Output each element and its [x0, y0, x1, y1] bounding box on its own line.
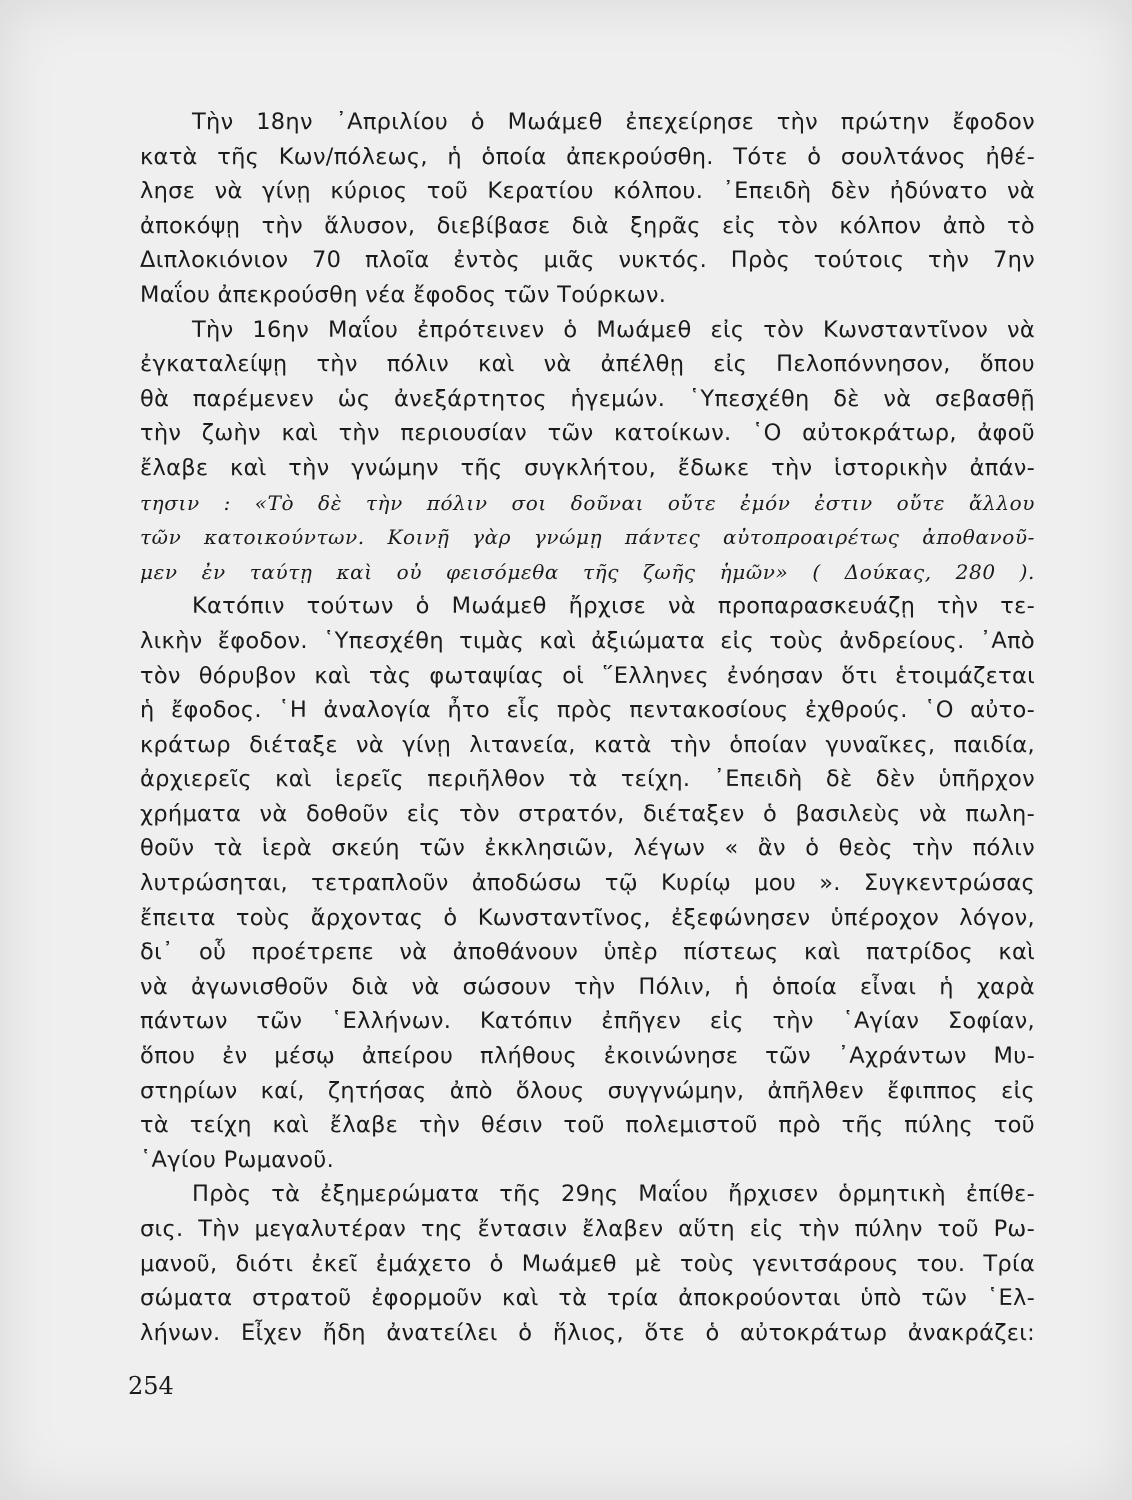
body-text	[140, 105, 1035, 1350]
text-line: λυτρώσηται, τετραπλοῦν ἀποδώσω τῷ Κυρίῳ μου ». Συγκεντρώσας	[140, 870, 1035, 897]
text-line: λικὴν ἔφοδον. ῾Υπεσχέθη τιμὰς καὶ ἀξιώματα εἰς τοὺς ἀνδρείους. ᾿Απὸ	[140, 627, 1035, 654]
text-line: ἡ ἔφοδος. ῾Η ἀναλογία ἦτο εἷς πρὸς πεντακοσίους ἐχθρούς. ῾Ο αὐτο-	[140, 697, 1035, 724]
text-line: δι᾿ οὗ προέτρεπε νὰ ἀποθάνουν ὑπὲρ πίστεως καὶ πατρίδος καὶ	[140, 939, 1035, 966]
text-line: σώματα στρατοῦ ἐφορμοῦν καὶ τὰ τρία ἀποκρούονται ὑπὸ τῶν ῾Ελ-	[140, 1285, 1035, 1312]
text-line: στηρίων καί, ζητήσας ἀπὸ ὅλους συγγνώμην, ἀπῆλθεν ἔφιππος εἰς	[140, 1077, 1035, 1104]
text-line: μανοῦ, διότι ἐκεῖ ἐμάχετο ὁ Μωάμεθ μὲ τοὺς γενιτσάρους του. Τρία	[140, 1250, 1035, 1277]
text-line: Κατόπιν τούτων ὁ Μωάμεθ ἤρχισε νὰ προπαρασκευάζῃ τὴν τε-	[192, 593, 1035, 620]
text-line: νὰ ἀγωνισθοῦν διὰ νὰ σώσουν τὴν Πόλιν, ἡ ὁποία εἶναι ἡ χαρὰ	[140, 973, 1035, 1000]
text-line: λήνων. Εἶχεν ἤδη ἀνατείλει ὁ ἥλιος, ὅτε ὁ αὐτοκράτωρ ἀνακράζει:	[140, 1319, 1035, 1346]
text-line: τὸν θόρυβον καὶ τὰς φωταψίας οἱ ῞Ελληνες ἐνόησαν ὅτι ἑτοιμάζεται	[140, 662, 1035, 689]
text-line: Διπλοκιόνιον 70 πλοῖα ἐντὸς μιᾶς νυκτός. Πρὸς τούτοις τὴν 7ην	[140, 247, 1035, 274]
text-line: σις. Τὴν μεγαλυτέραν της ἔντασιν ἔλαβεν αὕτη εἰς τὴν πύλην τοῦ Ρω-	[140, 1216, 1035, 1242]
text-line: μεν ἐν ταύτῃ καὶ οὐ φεισόμεθα τῆς ζωῆς ἡμῶν» ( Δούκας, 280 ).	[140, 559, 1035, 584]
text-line: πάντων τῶν ῾Ελλήνων. Κατόπιν ἐπῆγεν εἰς τὴν ῾Αγίαν Σοφίαν,	[140, 1008, 1035, 1035]
text-line: τὰ τείχη καὶ ἔλαβε τὴν θέσιν τοῦ πολεμιστοῦ πρὸ τῆς πύλης τοῦ	[140, 1112, 1035, 1139]
text-line: χρήματα νὰ δοθοῦν εἰς τὸν στρατόν, διέταξεν ὁ βασιλεὺς νὰ πωλη-	[140, 800, 1035, 827]
text-line: ῾Αγίου Ρωμανοῦ.	[140, 1146, 335, 1173]
text-line: Τὴν 16ην Μαΐου ἐπρότεινεν ὁ Μωάμεθ εἰς τὸν Κωνσταντῖνον νὰ	[192, 316, 1035, 343]
text-line: ἀρχιερεῖς καὶ ἱερεῖς περιῆλθον τὰ τείχη. ᾿Επειδὴ δὲ δὲν ὑπῆρχον	[140, 766, 1035, 793]
text-line: λησε νὰ γίνῃ κύριος τοῦ Κερατίου κόλπου. ᾿Επειδὴ δὲν ἠδύνατο νὰ	[140, 178, 1035, 205]
text-line: τὴν ζωὴν καὶ τὴν περιουσίαν τῶν κατοίκων. ῾Ο αὐτοκράτωρ, ἀφοῦ	[140, 420, 1035, 447]
text-line: ἀποκόψῃ τὴν ἅλυσον, διεβίβασε διὰ ξηρᾶς εἰς τὸν κόλπον ἀπὸ τὸ	[140, 212, 1035, 239]
text-line: θὰ παρέμενεν ὡς ἀνεξάρτητος ἡγεμών. ῾Υπεσχέθη δὲ νὰ σεβασθῇ	[140, 385, 1035, 412]
text-line: ἐγκαταλείψῃ τὴν πόλιν καὶ νὰ ἀπέλθῃ εἰς Πελοπόννησον, ὅπου	[140, 351, 1035, 378]
text-line: ὅπου ἐν μέσῳ ἀπείρου πλήθους ἐκοινώνησε τῶν ᾿Αχράντων Μυ-	[140, 1043, 1035, 1070]
text-line: Μαΐου ἀπεκρούσθη νέα ἔφοδος τῶν Τούρκων.	[140, 281, 667, 308]
text-line: Πρὸς τὰ ἐξημερώματα τῆς 29ης Μαΐου ἤρχισεν ὁρμητικὴ ἐπίθε-	[192, 1181, 1035, 1208]
text-line: κατὰ τῆς Κων/πόλεως, ἡ ὁποία ἀπεκρούσθη. Τότε ὁ σουλτάνος ἠθέ-	[140, 143, 1035, 170]
text-line: θοῦν τὰ ἱερὰ σκεύη τῶν ἐκκλησιῶν, λέγων « ἂν ὁ θεὸς τὴν πόλιν	[140, 835, 1035, 862]
text-line: τῶν κατοικούντων. Κοινῇ γὰρ γνώμῃ πάντες αὐτοπροαιρέτως ἀποθανοῦ-	[140, 525, 1035, 550]
text-line: ἔπειτα τοὺς ἄρχοντας ὁ Κωνσταντῖνος, ἐξεφώνησεν ὑπέροχον λόγον,	[140, 904, 1035, 931]
page-number: 254	[128, 1372, 174, 1400]
text-line: τησιν : «Τὸ δὲ τὴν πόλιν σοι δοῦναι οὔτε ἐμόν ἐστιν οὔτε ἄλλου	[140, 490, 1035, 515]
text-line: Τὴν 18ην ᾿Απριλίου ὁ Μωάμεθ ἐπεχείρησε τὴν πρώτην ἔφοδον	[192, 109, 1035, 135]
text-line: ἔλαβε καὶ τὴν γνώμην τῆς συγκλήτου, ἔδωκε τὴν ἱστορικὴν ἀπάν-	[140, 454, 1035, 481]
text-line: κράτωρ διέταξε νὰ γίνῃ λιτανεία, κατὰ τὴν ὁποίαν γυναῖκες, παιδία,	[140, 731, 1035, 758]
